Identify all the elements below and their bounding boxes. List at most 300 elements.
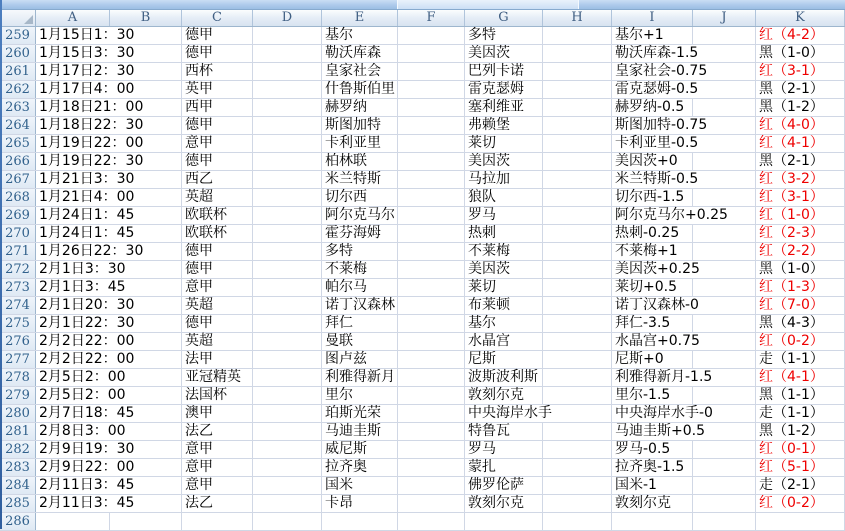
column-header-A[interactable]: A: [36, 10, 110, 26]
cell-league[interactable]: [182, 171, 253, 188]
cell-d-empty[interactable]: [253, 27, 322, 44]
cell-j-empty[interactable]: [693, 207, 756, 224]
cell-f-empty[interactable]: [398, 513, 465, 530]
row-number[interactable]: 281: [0, 423, 36, 440]
cell-handicap[interactable]: [612, 495, 693, 512]
row-number[interactable]: 271: [0, 243, 36, 260]
cell-j-empty[interactable]: [693, 351, 756, 368]
cell-f-empty[interactable]: [398, 45, 465, 62]
cell-h-empty[interactable]: [543, 81, 612, 98]
cell-date[interactable]: [36, 405, 135, 422]
cell-league[interactable]: [182, 351, 253, 368]
cell-d-empty[interactable]: [253, 207, 322, 224]
row-number[interactable]: 269: [0, 207, 36, 224]
cell-b-empty[interactable]: [110, 333, 182, 350]
cell-handicap[interactable]: [612, 99, 693, 116]
cell-f-empty[interactable]: [398, 351, 465, 368]
cell-f-empty[interactable]: [398, 405, 465, 422]
column-header-J[interactable]: J: [693, 10, 756, 26]
cell-d-empty[interactable]: [253, 189, 322, 206]
cell-result[interactable]: [756, 387, 845, 404]
cell-j-empty[interactable]: [693, 225, 756, 242]
cell-home-team[interactable]: [322, 387, 398, 404]
cell-result[interactable]: [756, 99, 845, 116]
cell-league[interactable]: [182, 99, 253, 116]
cell-away-team[interactable]: [465, 459, 543, 476]
row-number[interactable]: 277: [0, 351, 36, 368]
cell-away-team[interactable]: [465, 117, 543, 134]
cell-result[interactable]: [756, 225, 845, 242]
cell-handicap[interactable]: [612, 405, 713, 422]
cell-result[interactable]: [756, 351, 845, 368]
cell-h-empty[interactable]: [543, 297, 612, 314]
cell-home-team[interactable]: [322, 45, 398, 62]
row-number[interactable]: 280: [0, 405, 36, 422]
cell-home-team[interactable]: [322, 243, 398, 260]
cell-handicap[interactable]: [612, 423, 705, 440]
cell-league[interactable]: [182, 423, 253, 440]
row-number[interactable]: 260: [0, 45, 36, 62]
cell-handicap[interactable]: [612, 225, 693, 242]
cell-h-empty[interactable]: [543, 459, 612, 476]
cell-date[interactable]: [36, 225, 135, 242]
cell-away-team[interactable]: [465, 495, 543, 512]
cell-j-empty[interactable]: [693, 261, 756, 278]
cell-home-team[interactable]: [322, 171, 398, 188]
cell-date[interactable]: [36, 333, 135, 350]
cell-result[interactable]: [756, 315, 845, 332]
cell-home-team[interactable]: [322, 117, 398, 134]
cell-away-team[interactable]: [465, 45, 543, 62]
row-number[interactable]: 282: [0, 441, 36, 458]
cell-b-empty[interactable]: [110, 135, 182, 152]
cell-d-empty[interactable]: [253, 495, 322, 512]
cell-date[interactable]: [36, 297, 135, 314]
cell-home-team[interactable]: [322, 153, 398, 170]
cell-f-empty[interactable]: [398, 441, 465, 458]
cell-h-empty[interactable]: [543, 405, 612, 422]
cell-b-empty[interactable]: [110, 495, 182, 512]
row-number[interactable]: 264: [0, 117, 36, 134]
row-number[interactable]: 284: [0, 477, 36, 494]
cell-home-team[interactable]: [322, 81, 398, 98]
cell-b-empty[interactable]: [110, 207, 182, 224]
cell-league[interactable]: [182, 513, 253, 530]
cell-league[interactable]: [182, 189, 253, 206]
cell-f-empty[interactable]: [398, 153, 465, 170]
cell-handicap[interactable]: [612, 315, 693, 332]
cell-h-empty[interactable]: [543, 261, 612, 278]
cell-result[interactable]: [756, 495, 845, 512]
cell-j-empty[interactable]: [693, 117, 756, 134]
cell-b-empty[interactable]: [110, 225, 182, 242]
column-header-G[interactable]: G: [465, 10, 543, 26]
cell-h-empty[interactable]: [543, 351, 612, 368]
cell-away-team[interactable]: [465, 243, 543, 260]
cell-j-empty[interactable]: [693, 63, 756, 80]
cell-f-empty[interactable]: [398, 189, 465, 206]
row-number[interactable]: 285: [0, 495, 36, 512]
cell-away-team[interactable]: [465, 171, 543, 188]
cell-f-empty[interactable]: [398, 135, 465, 152]
cell-b-empty[interactable]: [110, 477, 182, 494]
row-number[interactable]: 270: [0, 225, 36, 242]
row-number[interactable]: 283: [0, 459, 36, 476]
cell-j-empty[interactable]: [693, 279, 756, 296]
row-number[interactable]: 279: [0, 387, 36, 404]
cell-date[interactable]: [36, 27, 135, 44]
cell-d-empty[interactable]: [253, 351, 322, 368]
cell-handicap[interactable]: [612, 369, 713, 386]
cell-h-empty[interactable]: [543, 495, 612, 512]
cell-handicap[interactable]: [612, 243, 693, 260]
cell-d-empty[interactable]: [253, 423, 322, 440]
cell-b-empty[interactable]: [110, 423, 182, 440]
cell-f-empty[interactable]: [398, 459, 465, 476]
cell-league[interactable]: [182, 261, 253, 278]
cell-result[interactable]: [756, 45, 845, 62]
cell-b-empty[interactable]: [110, 405, 182, 422]
cell-league[interactable]: [182, 369, 253, 386]
cell-j-empty[interactable]: [693, 153, 756, 170]
cell-home-team[interactable]: [322, 441, 398, 458]
cell-b-empty[interactable]: [110, 27, 182, 44]
cell-home-team[interactable]: [322, 189, 398, 206]
cell-away-team[interactable]: [465, 189, 543, 206]
cell-date[interactable]: [36, 117, 144, 134]
cell-date[interactable]: [36, 81, 135, 98]
row-number[interactable]: 278: [0, 369, 36, 386]
cell-handicap[interactable]: [612, 189, 693, 206]
cell-b-empty[interactable]: [110, 117, 182, 134]
cell-d-empty[interactable]: [253, 405, 322, 422]
cell-h-empty[interactable]: [543, 477, 612, 494]
cell-home-team[interactable]: [322, 423, 398, 440]
cell-away-team[interactable]: [465, 297, 543, 314]
cell-away-team[interactable]: [465, 405, 552, 422]
cell-result[interactable]: [756, 441, 845, 458]
cell-j-empty[interactable]: [693, 171, 756, 188]
cell-handicap[interactable]: [612, 171, 699, 188]
cell-away-team[interactable]: [465, 369, 543, 386]
row-number[interactable]: 265: [0, 135, 36, 152]
cell-home-team[interactable]: [322, 297, 398, 314]
cell-date[interactable]: [36, 441, 135, 458]
cell-date[interactable]: [36, 207, 135, 224]
cell-result[interactable]: [756, 297, 845, 314]
row-number[interactable]: 286: [0, 513, 36, 530]
cell-home-team[interactable]: [322, 63, 398, 80]
cell-result[interactable]: [756, 333, 845, 350]
cell-f-empty[interactable]: [398, 297, 465, 314]
cell-b-empty[interactable]: [110, 351, 182, 368]
cell-f-empty[interactable]: [398, 315, 465, 332]
row-number[interactable]: 263: [0, 99, 36, 116]
cell-league[interactable]: [182, 495, 253, 512]
cell-home-team[interactable]: [322, 261, 398, 278]
cell-h-empty[interactable]: [543, 135, 612, 152]
cell-league[interactable]: [182, 477, 253, 494]
cell-away-team[interactable]: [465, 63, 543, 80]
cell-handicap[interactable]: [612, 81, 699, 98]
cell-d-empty[interactable]: [253, 279, 322, 296]
cell-j-empty[interactable]: [693, 387, 756, 404]
cell-away-team[interactable]: [465, 333, 543, 350]
cell-h-empty[interactable]: [543, 441, 612, 458]
cell-league[interactable]: [182, 81, 253, 98]
select-all-button[interactable]: [0, 10, 36, 26]
cell-handicap[interactable]: [612, 459, 693, 476]
cell-date[interactable]: [36, 261, 126, 278]
cell-date[interactable]: [36, 63, 135, 80]
cell-league[interactable]: [182, 315, 253, 332]
cell-b-empty[interactable]: [110, 261, 182, 278]
cell-away-team[interactable]: [465, 387, 543, 404]
cell-d-empty[interactable]: [253, 117, 322, 134]
cell-league[interactable]: [182, 297, 253, 314]
cell-j-empty[interactable]: [693, 45, 756, 62]
cell-f-empty[interactable]: [398, 261, 465, 278]
cell-d-empty[interactable]: [253, 387, 322, 404]
cell-d-empty[interactable]: [253, 45, 322, 62]
cell-b-empty[interactable]: [110, 81, 182, 98]
cell-date[interactable]: [36, 279, 126, 296]
row-number[interactable]: 273: [0, 279, 36, 296]
cell-league[interactable]: [182, 441, 253, 458]
cell-result[interactable]: [756, 171, 845, 188]
cell-away-team[interactable]: [465, 27, 543, 44]
cell-f-empty[interactable]: [398, 207, 465, 224]
cell-result[interactable]: [756, 27, 845, 44]
cell-home-team[interactable]: [322, 27, 398, 44]
cell-handicap[interactable]: [612, 351, 693, 368]
cell-h-empty[interactable]: [543, 45, 612, 62]
cell-j-empty[interactable]: [693, 477, 756, 494]
cell-j-empty[interactable]: [693, 459, 756, 476]
column-header-F[interactable]: F: [398, 10, 465, 26]
cell-date[interactable]: [36, 135, 144, 152]
cell-result[interactable]: [756, 243, 845, 260]
cell-handicap[interactable]: [612, 153, 693, 170]
cell-result[interactable]: [756, 405, 845, 422]
cell-f-empty[interactable]: [398, 243, 465, 260]
cell-f-empty[interactable]: [398, 423, 465, 440]
cell-league[interactable]: [182, 135, 253, 152]
row-number[interactable]: 274: [0, 297, 36, 314]
cell-away-team[interactable]: [465, 351, 543, 368]
cell-j-empty[interactable]: [693, 189, 756, 206]
cell-f-empty[interactable]: [398, 333, 465, 350]
column-header-E[interactable]: E: [322, 10, 398, 26]
cell-h-empty[interactable]: [543, 153, 612, 170]
row-number[interactable]: 272: [0, 261, 36, 278]
cell-h-empty[interactable]: [543, 225, 612, 242]
cell-handicap[interactable]: [612, 333, 700, 350]
cell-league[interactable]: [182, 459, 253, 476]
cell-b-empty[interactable]: [110, 369, 182, 386]
cell-f-empty[interactable]: [398, 99, 465, 116]
cell-result[interactable]: [756, 153, 845, 170]
cell-b-empty[interactable]: [110, 171, 182, 188]
cell-d-empty[interactable]: [253, 477, 322, 494]
cell-date[interactable]: [36, 171, 135, 188]
cell-j-empty[interactable]: [693, 315, 756, 332]
cell-result[interactable]: [756, 189, 845, 206]
cell-date[interactable]: [36, 459, 135, 476]
cell-date[interactable]: [36, 243, 144, 260]
cell-j-empty[interactable]: [693, 495, 756, 512]
cell-h-empty[interactable]: [543, 513, 612, 530]
cell-handicap[interactable]: [612, 135, 699, 152]
cell-h-empty[interactable]: [543, 243, 612, 260]
cell-home-team[interactable]: [322, 513, 398, 530]
cell-home-team[interactable]: [322, 99, 398, 116]
cell-home-team[interactable]: [322, 333, 398, 350]
cell-d-empty[interactable]: [253, 99, 322, 116]
cell-handicap[interactable]: [612, 297, 699, 314]
cell-d-empty[interactable]: [253, 225, 322, 242]
cell-result[interactable]: [756, 477, 845, 494]
cell-b-empty[interactable]: [110, 153, 182, 170]
row-number[interactable]: 276: [0, 333, 36, 350]
cell-handicap[interactable]: [612, 63, 708, 80]
cell-j-empty[interactable]: [693, 99, 756, 116]
cell-b-empty[interactable]: [110, 189, 182, 206]
cell-f-empty[interactable]: [398, 63, 465, 80]
cell-d-empty[interactable]: [253, 441, 322, 458]
cell-j-empty[interactable]: [693, 441, 756, 458]
cell-date[interactable]: [36, 189, 135, 206]
cell-date[interactable]: [36, 387, 126, 404]
cell-h-empty[interactable]: [543, 99, 612, 116]
cell-d-empty[interactable]: [253, 261, 322, 278]
cell-d-empty[interactable]: [253, 81, 322, 98]
cell-handicap[interactable]: [612, 207, 728, 224]
row-number[interactable]: 268: [0, 189, 36, 206]
cell-result[interactable]: [756, 513, 845, 530]
cell-result[interactable]: [756, 369, 845, 386]
cell-home-team[interactable]: [322, 135, 398, 152]
cell-b-empty[interactable]: [110, 279, 182, 296]
cell-j-empty[interactable]: [693, 135, 756, 152]
cell-d-empty[interactable]: [253, 315, 322, 332]
cell-d-empty[interactable]: [253, 459, 322, 476]
cell-h-empty[interactable]: [543, 207, 612, 224]
cell-date[interactable]: [36, 477, 135, 494]
cell-handicap[interactable]: [612, 441, 693, 458]
cell-result[interactable]: [756, 207, 845, 224]
cell-f-empty[interactable]: [398, 117, 465, 134]
cell-j-empty[interactable]: [693, 27, 756, 44]
cell-date[interactable]: [36, 153, 144, 170]
cell-league[interactable]: [182, 225, 253, 242]
cell-date[interactable]: [36, 495, 135, 512]
cell-handicap[interactable]: [612, 387, 693, 404]
cell-date[interactable]: [36, 369, 126, 386]
cell-b-empty[interactable]: [110, 297, 182, 314]
cell-result[interactable]: [756, 63, 845, 80]
cell-handicap[interactable]: [612, 27, 693, 44]
cell-h-empty[interactable]: [543, 387, 612, 404]
cell-date[interactable]: [36, 315, 135, 332]
cell-home-team[interactable]: [322, 369, 398, 386]
cell-j-empty[interactable]: [693, 423, 756, 440]
cell-handicap[interactable]: [612, 45, 699, 62]
row-number[interactable]: 262: [0, 81, 36, 98]
cell-league[interactable]: [182, 333, 253, 350]
cell-d-empty[interactable]: [253, 513, 322, 530]
cell-away-team[interactable]: [465, 513, 543, 530]
cell-f-empty[interactable]: [398, 477, 465, 494]
row-number[interactable]: 275: [0, 315, 36, 332]
cell-j-empty[interactable]: [693, 333, 756, 350]
cell-date[interactable]: [36, 99, 144, 116]
cell-j-empty[interactable]: [693, 297, 756, 314]
cell-f-empty[interactable]: [398, 279, 465, 296]
cell-away-team[interactable]: [465, 477, 543, 494]
cell-h-empty[interactable]: [543, 171, 612, 188]
cell-j-empty[interactable]: [693, 513, 756, 530]
cell-d-empty[interactable]: [253, 369, 322, 386]
cell-away-team[interactable]: [465, 261, 543, 278]
cell-away-team[interactable]: [465, 423, 543, 440]
cell-away-team[interactable]: [465, 81, 543, 98]
cell-h-empty[interactable]: [543, 333, 612, 350]
column-header-D[interactable]: D: [253, 10, 322, 26]
cell-league[interactable]: [182, 207, 253, 224]
cell-handicap[interactable]: [612, 117, 708, 134]
cell-result[interactable]: [756, 423, 845, 440]
cell-h-empty[interactable]: [543, 315, 612, 332]
cell-date[interactable]: [36, 423, 126, 440]
cell-date[interactable]: [36, 351, 135, 368]
cell-f-empty[interactable]: [398, 495, 465, 512]
cell-away-team[interactable]: [465, 441, 543, 458]
cell-b-empty[interactable]: [110, 45, 182, 62]
cell-h-empty[interactable]: [543, 189, 612, 206]
cell-f-empty[interactable]: [398, 171, 465, 188]
cell-handicap[interactable]: [612, 513, 693, 530]
cell-home-team[interactable]: [322, 225, 398, 242]
cell-d-empty[interactable]: [253, 333, 322, 350]
cell-b-empty[interactable]: [110, 513, 182, 530]
row-number[interactable]: 267: [0, 171, 36, 188]
row-number[interactable]: 266: [0, 153, 36, 170]
cell-j-empty[interactable]: [693, 369, 756, 386]
cell-league[interactable]: [182, 117, 253, 134]
row-number[interactable]: 261: [0, 63, 36, 80]
cell-result[interactable]: [756, 279, 845, 296]
cell-b-empty[interactable]: [110, 387, 182, 404]
column-header-B[interactable]: B: [110, 10, 182, 26]
cell-home-team[interactable]: [322, 477, 398, 494]
cell-league[interactable]: [182, 153, 253, 170]
cell-d-empty[interactable]: [253, 135, 322, 152]
cell-h-empty[interactable]: [543, 423, 612, 440]
row-number[interactable]: 259: [0, 27, 36, 44]
column-header-K[interactable]: K: [756, 10, 845, 26]
cell-b-empty[interactable]: [110, 243, 182, 260]
cell-away-team[interactable]: [465, 225, 543, 242]
cell-j-empty[interactable]: [693, 243, 756, 260]
cell-d-empty[interactable]: [253, 243, 322, 260]
cell-result[interactable]: [756, 261, 845, 278]
cell-result[interactable]: [756, 117, 845, 134]
cell-home-team[interactable]: [322, 351, 398, 368]
cell-home-team[interactable]: [322, 405, 398, 422]
cell-h-empty[interactable]: [543, 279, 612, 296]
cell-away-team[interactable]: [465, 279, 543, 296]
